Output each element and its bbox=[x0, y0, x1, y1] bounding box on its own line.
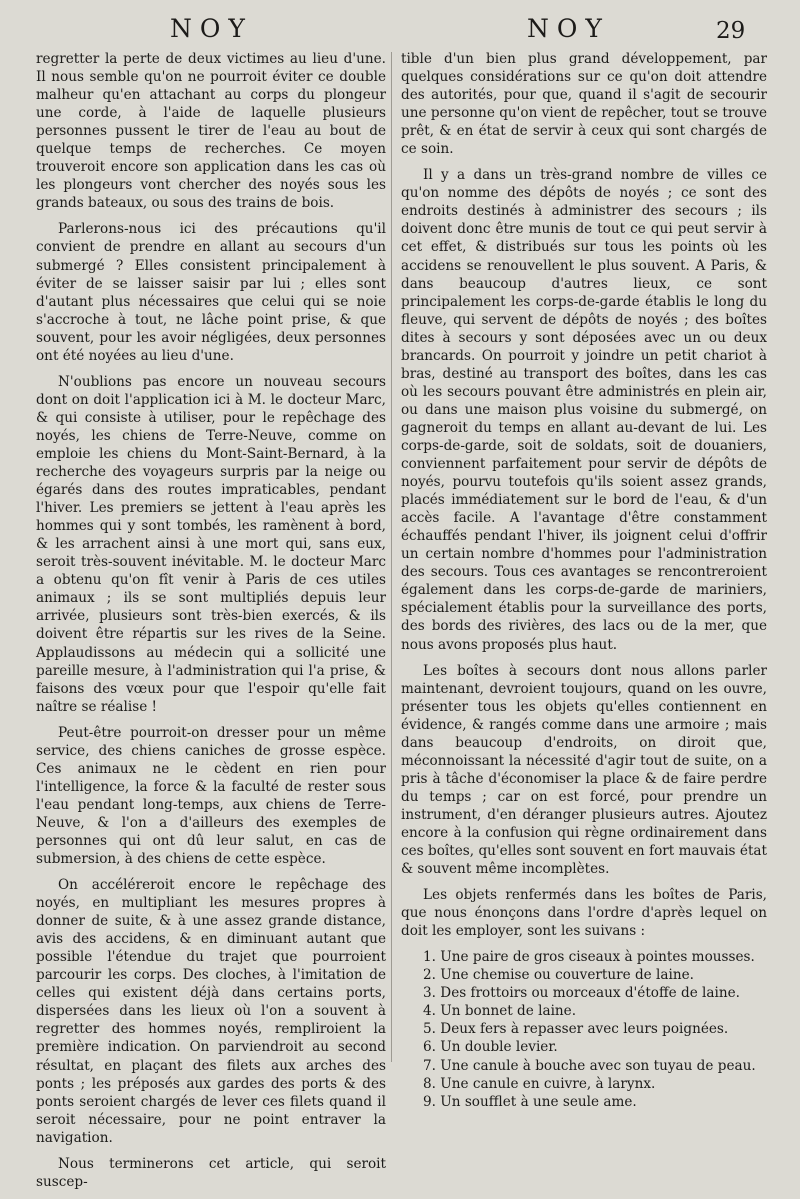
paragraph: N'oublions pas encore un nouveau secours dont on doit l'application ici à M. le docteur Marc, & qui consiste à utiliser, pour le repêchage des noyés, les chiens de Terre-Neuve, comme on emploie les chiens du Mont-Saint-Bernard, à la recherche des voyageurs surpris par la neige ou égarés dans des routes impraticables, pendant l'hiver. Les premiers se jettent à l'eau après les hommes qui y sont tombés, les ramènent à bord, & les arrachent ainsi à une mort qui, sans eux, seroit très-souvent inévitable. M. le docteur Marc a obtenu qu'on fît venir à Paris de ces utiles animaux ; ils se sont multipliés depuis leur arrivée, plusieurs sont très-bien exercés, & ils doivent être répartis sur les rives de la Seine. Applaudissons au médecin qui a sollicité une pareille mesure, à l'administration qui l'a prise, & faisons des vœux pour que l'espoir qu'elle fait naître se réalise ! bbox=[36, 373, 386, 715]
paragraph: On accéléreroit encore le repêchage des noyés, en multipliant les mesures propres à donner de suite, & à une assez grande distance, avis des accidens, & en diminuant autant que possible l'étendue du trajet que pourroient parcourir les corps. Des cloches, à l'imitation de celles qui existent déjà dans certains ports, dispersées dans les lieux où l'on a souvent à regretter des hommes noyés, rempliroient la première indication. On parviendroit au second résultat, en plaçant des filets aux arches des ponts ; les préposés aux gardes des ports & des ponts seroient chargés de lever ces filets quand il seroit nécessaire, pour ne point entraver la navigation. bbox=[36, 877, 386, 1146]
list-item: 7. Une canule à bouche avec son tuyau de peau. bbox=[423, 1057, 756, 1074]
list-item: 1. Une paire de gros ciseaux à pointes mousses. bbox=[423, 949, 755, 966]
paragraph: Les objets renfermés dans les boîtes de Paris, que nous énonçons dans l'ordre d'après lequel on doit les employer, sont les suivans : bbox=[401, 887, 767, 940]
page-number: 29 bbox=[716, 18, 746, 44]
item-list bbox=[401, 948, 767, 1110]
paragraph: Il y a dans un très-grand nombre de villes ce qu'on nomme des dépôts de noyés ; ce sont des endroits destinés à administrer des secours ; ils doivent donc être munis de tout ce qui peut servir à cet effet, & distribués sur tous les points où les accidens se renouvellent le plus souvent. A Paris, & dans beaucoup d'autres lieux, ce sont principalement les corps-de-garde établis le long du fleuve, qui servent de dépôts de noyés ; des boîtes dites à secours y sont déposées avec un ou deux brancards. On pourroit y joindre un petit chariot à bras, destiné au transport des boîtes, dans les cas où les secours pouvant être administrés en plein air, ou dans une maison plus voisine du submergé, on gagneroit du temps en allant au-devant de lui. Les corps-de-garde, soit de soldats, soit de douaniers, conviennent parfaitement pour servir de dépôts de noyés, pourvu toutefois qu'ils soient assez grands, placés immédiatement sur le bord de l'eau, & d'un accès facile. A l'avantage d'être constamment échauffés pendant l'hiver, ils joignent celui d'offrir un certain nombre d'hommes pour l'administration des secours. Tous ces avantages se rencontreroient également dans les corps-de-garde de mariniers, spécialement établis pour la surveillance des ports, des bords des rivières, des lacs ou de la mer, que nous avons proposés plus haut. bbox=[401, 167, 767, 653]
list-item: 8. Une canule en cuivre, à larynx. bbox=[423, 1075, 656, 1092]
paragraph: Peut-être pourroit-on dresser pour un même service, des chiens caniches de grosse espèce. Ces animaux ne le cèdent en rien pour l'intelligence, la force & la faculté de rester sous l'eau pendant long-temps, aux chiens de Terre-Neuve, & l'on a d'ailleurs des exemples de personnes qui ont dû leur salut, en cas de submersion, à des chiens de cette espèce. bbox=[36, 724, 386, 868]
list-item: 6. Un double levier. bbox=[423, 1039, 558, 1056]
paragraph: tible d'un bien plus grand développement, par quelques considérations sur ce qu'on doit attendre des autorités, pour que, quand il s'agit de secourir une personne qu'on vient de repêcher, tout se trouve prêt, & en état de servir à ceux qui sont chargés de ce soin. bbox=[401, 51, 767, 158]
column-separator bbox=[391, 52, 392, 1062]
header-right-word: NOY bbox=[527, 14, 610, 43]
paragraph: Les boîtes à secours dont nous allons parler maintenant, devroient toujours, quand on les ouvre, présenter tous les objets qu'elles contiennent en évidence, & rangés comme dans une armoire ; mais dans beaucoup d'endroits, on diroit que, méconnoissant la nécessité d'agir tout de suite, on a pris à tâche d'économiser la place & de faire perdre du temps ; car on est forcé, pour prendre un instrument, d'en déranger plusieurs autres. Ajoutez encore à la confusion qui règne ordinairement dans ces boîtes, qu'elles sont souvent en fort mauvais état & souvent même incomplètes. bbox=[401, 662, 767, 878]
right-column bbox=[401, 50, 767, 1111]
paragraph: Parlerons-nous ici des précautions qu'il convient de prendre en allant au secours d'un submergé ? Elles consistent principalement à éviter de se laisser saisir par lui ; elles sont d'autant plus nécessaires que celui qui se noie s'accroche à tout, ne lâche point prise, & que souvent, pour les avoir négligées, deux personnes ont été noyées au lieu d'une. bbox=[36, 221, 386, 364]
list-item: 5. Deux fers à repasser avec leurs poignées. bbox=[423, 1021, 729, 1038]
list-item: 9. Un soufflet à une seule ame. bbox=[423, 1093, 637, 1110]
list-item: 2. Une chemise ou couverture de laine. bbox=[423, 967, 694, 984]
list-item: 3. Des frottoirs ou morceaux d'étoffe de laine. bbox=[423, 985, 740, 1002]
header-left-word: NOY bbox=[170, 14, 253, 43]
left-column bbox=[36, 50, 386, 1199]
running-header bbox=[0, 14, 800, 44]
paragraph: Nous terminerons cet article, qui seroit suscep- bbox=[36, 1155, 386, 1190]
list-item: 4. Un bonnet de laine. bbox=[423, 1003, 577, 1020]
paragraph: regretter la perte de deux victimes au lieu d'une. Il nous semble qu'on ne pourroit éviter ce double malheur qu'en attachant au corps du plongeur une corde, à l'aide de laquelle plusieurs personnes pussent le tirer de l'eau au bout de quelque temps de recherches. Ce moyen trouveroit encore son application dans les cas où les plongeurs vont chercher des noyés sous les grands bateaux, ou sous des trains de bois. bbox=[36, 51, 386, 212]
